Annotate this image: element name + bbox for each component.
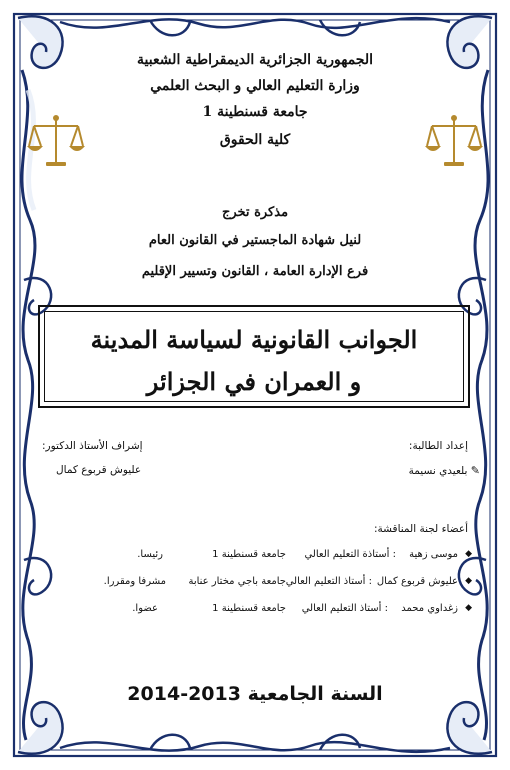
member-role: عضوا.	[132, 603, 158, 614]
university-name: جامعة قسنطينة 1	[202, 104, 308, 120]
member-rank: : أستاذ التعليم العالي	[301, 603, 388, 614]
memo-purpose: لنيل شهادة الماجستير في القانون العام	[148, 233, 362, 248]
member-university: جامعة قسنطينة 1	[212, 603, 286, 614]
diamond-bullet-icon: ◆	[465, 576, 472, 586]
member-rank: : أستاذ التعليم العالي	[285, 576, 372, 587]
faculty-name: كلية الحقوق	[219, 132, 291, 148]
student-name: بلعيدي نسيمة	[408, 465, 468, 477]
member-role: رئيسا.	[137, 549, 163, 560]
member-rank: : أستاذة التعليم العالي	[304, 549, 396, 560]
committee-member	[36, 576, 472, 594]
thesis-title-line-1: الجوانب القانونية لسياسة المدينة	[90, 325, 418, 354]
diamond-bullet-icon: ◆	[465, 603, 472, 613]
member-university: جامعة باجي مختار عنابة	[188, 576, 286, 587]
ministry-name: وزارة التعليم العالي و البحث العلمي	[150, 78, 360, 94]
academic-year: السنة الجامعية 2013-2014	[127, 683, 383, 705]
pen-icon: ✎	[470, 464, 480, 477]
member-university: جامعة قسنطينة 1	[212, 549, 286, 560]
supervisor-name: عليوش قربوع كمال	[56, 464, 142, 476]
committee-member	[36, 549, 472, 567]
supervisor-label: إشراف الأستاذ الدكتور:	[42, 440, 143, 452]
diamond-bullet-icon: ◆	[465, 549, 472, 559]
member-name: زغداوي محمد	[401, 603, 458, 614]
committee-label: أعضاء لجنة المناقشة:	[374, 523, 468, 535]
memo-branch: فرع الإدارة العامة ، القانون وتسيير الإقليم	[141, 264, 369, 279]
country-name: الجمهورية الجزائرية الديمقراطية الشعبية	[136, 52, 373, 68]
memo-type: مذكرة تخرج	[221, 205, 289, 220]
student-entry	[409, 464, 480, 477]
member-name: عليوش قربوع كمال	[376, 576, 458, 587]
thesis-title-line-2: و العمران في الجزائر	[146, 367, 362, 396]
member-name: موسى زهية	[409, 549, 458, 560]
committee-member	[36, 603, 472, 621]
thesis-title-box	[38, 305, 470, 408]
member-role: مشرفا ومقررا.	[103, 576, 166, 587]
student-label: إعداد الطالبة:	[408, 440, 468, 452]
